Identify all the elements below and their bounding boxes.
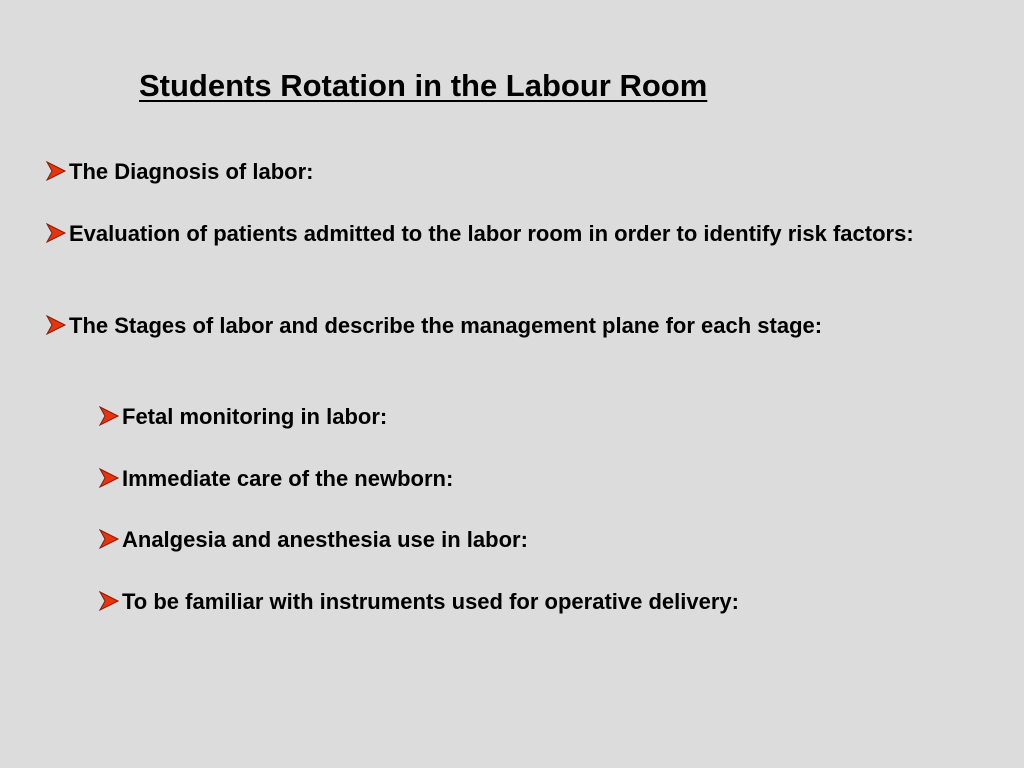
bullet-item bbox=[45, 310, 925, 341]
arrow-bullet-icon bbox=[98, 529, 120, 549]
arrow-bullet-icon bbox=[98, 591, 120, 611]
bullet-text: To be familiar with instruments used for operative delivery: bbox=[122, 589, 739, 614]
slide-title: Students Rotation in the Labour Room bbox=[139, 68, 708, 103]
bullet-text: The Diagnosis of labor: bbox=[69, 159, 314, 184]
bullet-text: Immediate care of the newborn: bbox=[122, 466, 454, 491]
bullet-item bbox=[45, 156, 313, 187]
arrow-bullet-icon bbox=[98, 468, 120, 488]
sub-bullet-item bbox=[98, 463, 453, 494]
bullet-item bbox=[45, 218, 925, 249]
arrow-bullet-icon bbox=[45, 223, 67, 243]
arrow-bullet-icon bbox=[98, 406, 120, 426]
bullet-text: Analgesia and anesthesia use in labor: bbox=[122, 527, 528, 552]
arrow-bullet-icon bbox=[45, 315, 67, 335]
sub-bullet-item bbox=[98, 401, 387, 432]
bullet-text: Evaluation of patients admitted to the labor room in order to identify risk factors: bbox=[69, 221, 914, 246]
bullet-text: Fetal monitoring in labor: bbox=[122, 404, 388, 429]
sub-bullet-item bbox=[98, 586, 739, 617]
bullet-text: The Stages of labor and describe the management plane for each stage: bbox=[69, 313, 823, 338]
sub-bullet-item bbox=[98, 524, 528, 555]
arrow-bullet-icon bbox=[45, 161, 67, 181]
